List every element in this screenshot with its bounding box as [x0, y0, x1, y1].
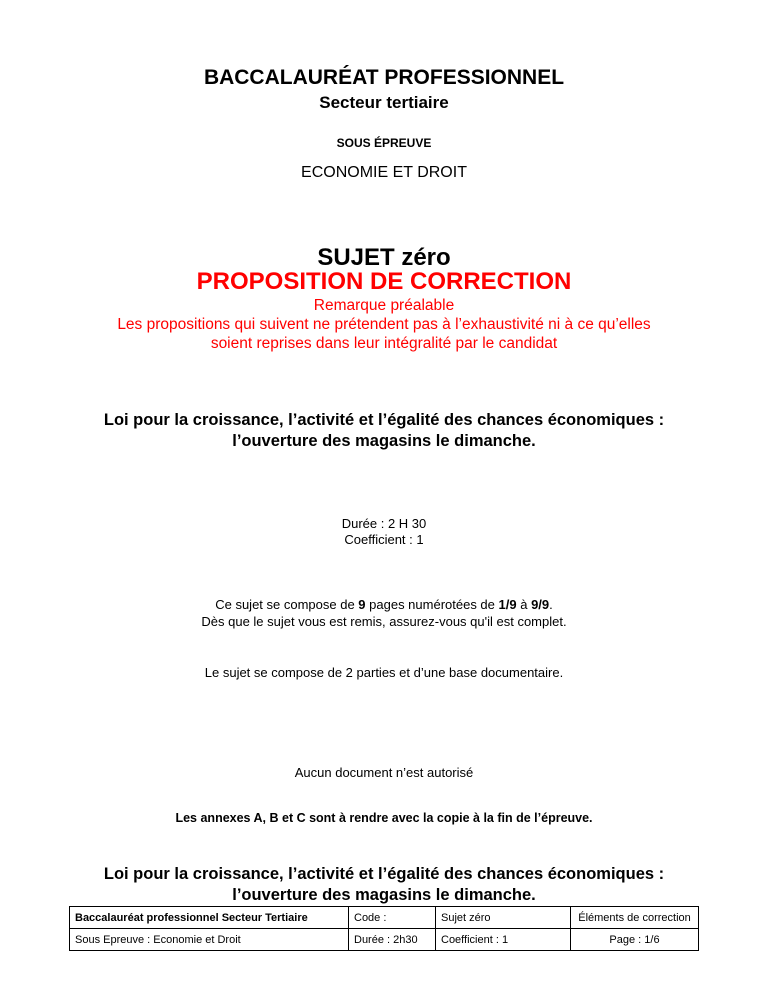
footer-row-2 — [70, 929, 699, 951]
coefficient: Coefficient : 1 — [344, 532, 424, 547]
sujet-title: SUJET zéro — [317, 244, 451, 271]
sub-exam-label: SOUS ÉPREUVE — [336, 136, 432, 150]
correction-title: PROPOSITION DE CORRECTION — [196, 268, 572, 295]
footer-table — [69, 906, 699, 951]
theme-line-2: l’ouverture des magasins le dimanche. — [232, 432, 536, 450]
exam-subject: ECONOMIE ET DROIT — [301, 164, 467, 181]
footer-cell: Coefficient : 1 — [436, 929, 571, 951]
no-document-rule: Aucun document n’est autorisé — [294, 765, 474, 780]
composition-line-2: Dès que le sujet vous est remis, assurez-vous qu'il est complet. — [201, 614, 567, 629]
duration: Durée : 2 H 30 — [341, 516, 427, 531]
footer-cell: Page : 1/6 — [571, 929, 699, 951]
last-page: 9/9 — [531, 597, 550, 612]
annexes-rule: Les annexes A, B et C sont à rendre avec la copie à la fin de l’épreuve. — [175, 811, 593, 825]
page-count: 9 — [358, 597, 366, 612]
footer-cell: Code : — [349, 907, 436, 929]
remark-line-1: Les propositions qui suivent ne prétendent pas à l’exhaustivité ni à ce qu’elles — [117, 316, 651, 333]
theme-line-1: Loi pour la croissance, l’activité et l’égalité des chances économiques : — [103, 411, 665, 429]
preliminary-remark — [0, 296, 768, 353]
footer-cell: Durée : 2h30 — [349, 929, 436, 951]
theme-repeat-line-2: l’ouverture des magasins le dimanche. — [232, 886, 536, 904]
theme-repeat-line-1: Loi pour la croissance, l’activité et l’égalité des chances économiques : — [103, 865, 665, 883]
exam-sector: Secteur tertiaire — [319, 93, 449, 112]
exam-title: BACCALAURÉAT PROFESSIONNEL — [203, 66, 565, 89]
remark-line-2: soient reprises dans leur intégralité par le candidat — [210, 335, 558, 352]
footer-cell: Sujet zéro — [436, 907, 571, 929]
footer-row-1 — [70, 907, 699, 929]
footer-cell: Baccalauréat professionnel Secteur Tertiaire — [70, 907, 349, 929]
footer-cell: Éléments de correction — [571, 907, 699, 929]
footer-cell: Sous Epreuve : Economie et Droit — [70, 929, 349, 951]
exam-info — [0, 516, 768, 548]
first-page: 1/9 — [498, 597, 517, 612]
composition-info — [0, 596, 768, 630]
parts-info: Le sujet se compose de 2 parties et d’une base documentaire. — [204, 665, 564, 680]
composition-line-1: Ce sujet se compose de 9 pages numérotées de 1/9 à 9/9. — [215, 597, 553, 612]
theme-heading — [0, 410, 768, 452]
remark-title: Remarque préalable — [313, 297, 455, 314]
theme-heading-repeat — [0, 864, 768, 906]
